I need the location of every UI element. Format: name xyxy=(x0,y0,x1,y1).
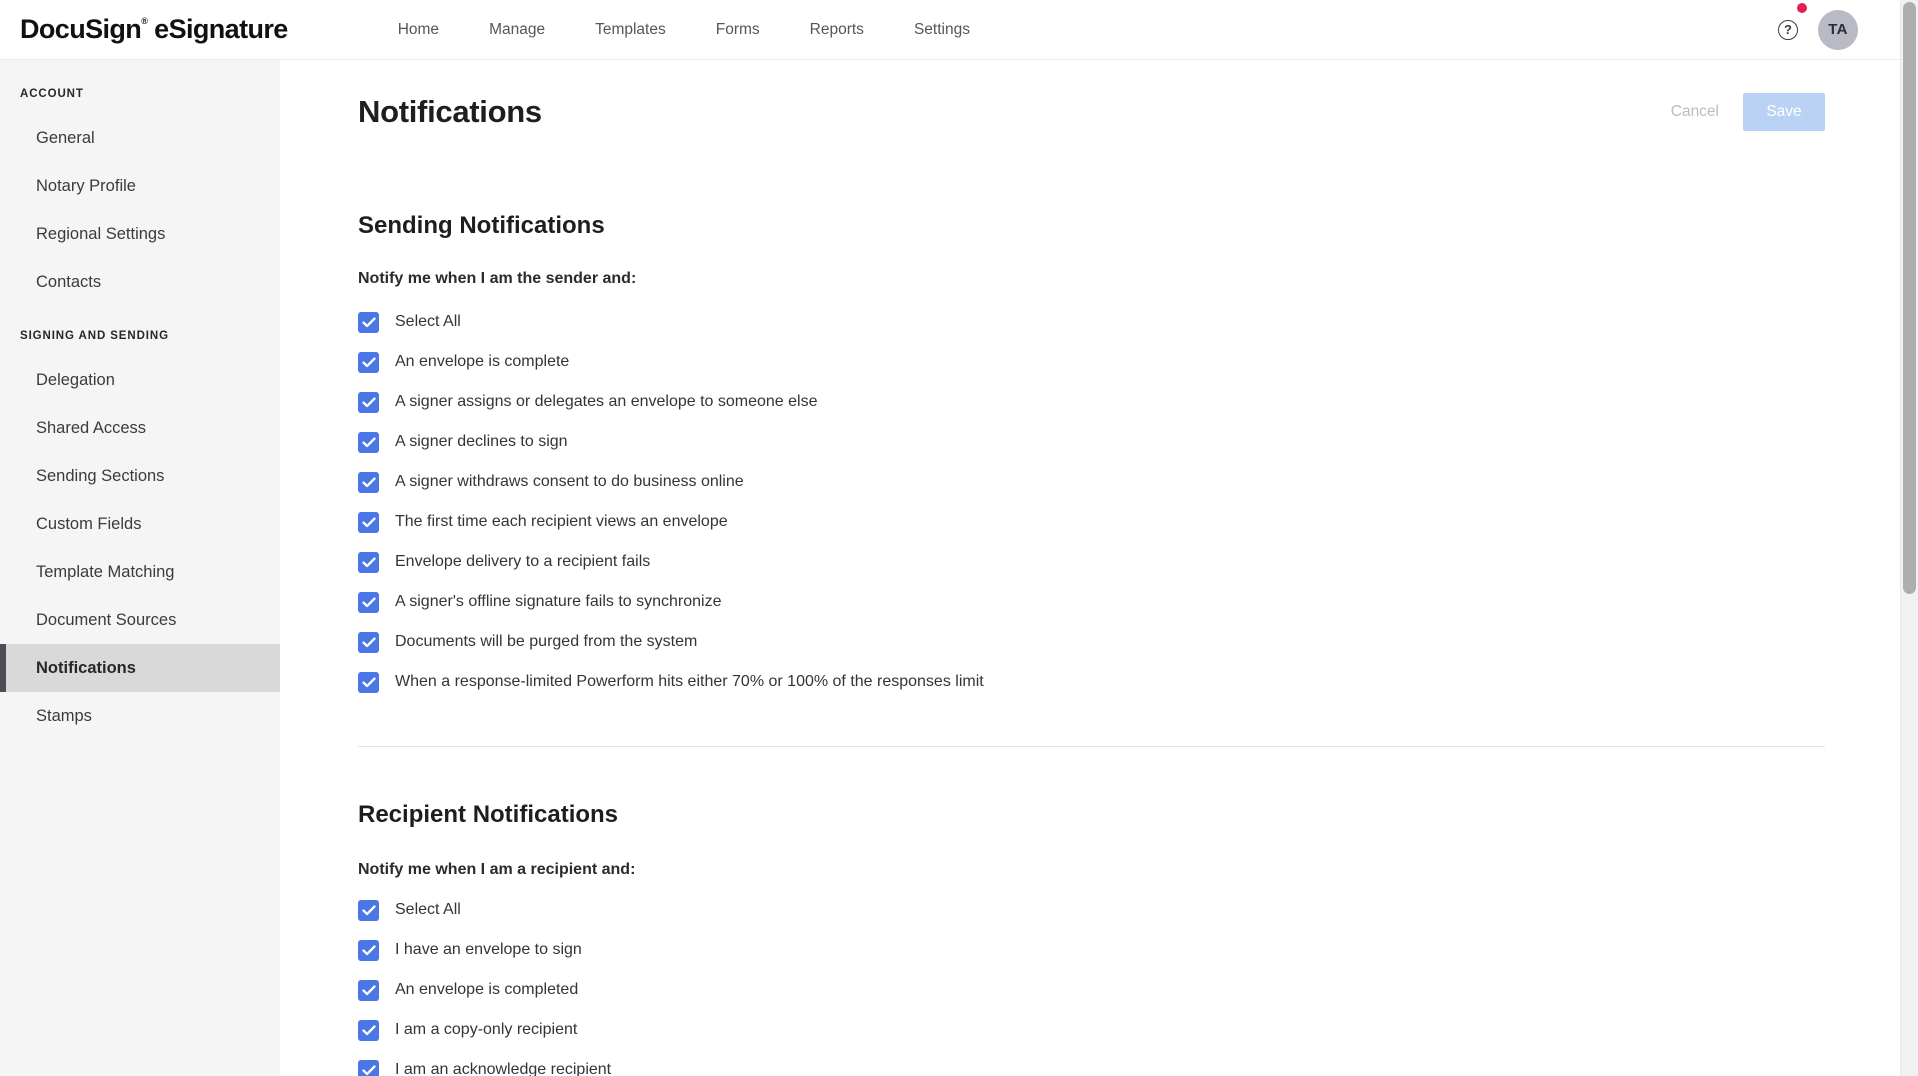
checkbox-row-offline-signature-fails[interactable] xyxy=(358,582,1825,622)
sidebar-item-template-matching[interactable]: Template Matching xyxy=(36,562,175,581)
checkbox-label: Envelope delivery to a recipient fails xyxy=(395,553,651,570)
help-button[interactable] xyxy=(1776,18,1800,42)
topbar-right xyxy=(1776,10,1858,50)
checkmark-icon xyxy=(362,985,376,996)
checkbox-checked[interactable] xyxy=(358,472,379,493)
checkbox-row-envelope-to-sign[interactable] xyxy=(358,930,1825,970)
checkmark-icon xyxy=(362,905,376,916)
checkbox-label: I am a copy-only recipient xyxy=(395,1021,578,1038)
checkbox-label: When a response-limited Powerform hits either 70% or 100% of the responses limit xyxy=(395,673,984,690)
section-divider xyxy=(358,746,1825,747)
checkbox-row-select-all[interactable] xyxy=(358,302,1825,342)
top-nav-bar xyxy=(0,0,1918,60)
checkbox-checked[interactable] xyxy=(358,1060,379,1076)
sending-notifications-heading: Sending Notifications xyxy=(358,212,605,239)
save-button[interactable]: Save xyxy=(1743,93,1825,131)
checkbox-checked[interactable] xyxy=(358,352,379,373)
checkmark-icon xyxy=(362,517,376,528)
checkmark-icon xyxy=(362,317,376,328)
docusign-logo[interactable] xyxy=(20,14,288,45)
checkbox-checked[interactable] xyxy=(358,672,379,693)
logo-name: DocuSign xyxy=(20,14,142,44)
checkbox-row-acknowledge-recipient[interactable] xyxy=(358,1050,1825,1076)
checkmark-icon xyxy=(362,437,376,448)
checkbox-row-signer-assigns[interactable] xyxy=(358,382,1825,422)
checkbox-checked[interactable] xyxy=(358,980,379,1001)
notification-dot xyxy=(1797,3,1807,13)
vertical-scrollbar-track[interactable] xyxy=(1900,0,1918,1076)
checkbox-label: An envelope is complete xyxy=(395,353,570,370)
registered-mark: ® xyxy=(141,16,148,26)
checkmark-icon xyxy=(362,1065,376,1076)
checkbox-label: Documents will be purged from the system xyxy=(395,633,698,650)
sidebar-item-shared-access[interactable]: Shared Access xyxy=(36,418,147,437)
cancel-button[interactable]: Cancel xyxy=(1670,103,1719,120)
sidebar-item-notifications[interactable]: Notifications xyxy=(0,644,280,692)
nav-link-templates[interactable]: Templates xyxy=(595,20,666,38)
nav-link-forms[interactable]: Forms xyxy=(715,20,760,38)
header-actions xyxy=(1671,93,1825,131)
page-title: Notifications xyxy=(358,94,542,129)
checkbox-row-signer-withdraws-consent[interactable] xyxy=(358,462,1825,502)
checkbox-label: I have an envelope to sign xyxy=(395,941,582,958)
checkbox-checked[interactable] xyxy=(358,552,379,573)
checkbox-label: A signer declines to sign xyxy=(395,433,568,450)
checkbox-checked[interactable] xyxy=(358,1020,379,1041)
checkbox-checked[interactable] xyxy=(358,900,379,921)
checkbox-row-delivery-fails[interactable] xyxy=(358,542,1825,582)
checkbox-row-copy-only-recipient[interactable] xyxy=(358,1010,1825,1050)
recipient-checkbox-list xyxy=(358,890,1825,1076)
sending-checkbox-list xyxy=(358,302,1825,702)
checkbox-label: A signer's offline signature fails to synchronize xyxy=(395,593,722,610)
checkbox-label: Select All xyxy=(395,901,461,918)
sidebar-item-document-sources[interactable]: Document Sources xyxy=(36,610,177,629)
checkbox-checked[interactable] xyxy=(358,592,379,613)
sending-notifications-intro: Notify me when I am the sender and: xyxy=(358,270,637,287)
sidebar-section-account: ACCOUNT xyxy=(20,88,84,100)
checkbox-label: An envelope is completed xyxy=(395,981,579,998)
checkbox-checked[interactable] xyxy=(358,632,379,653)
sidebar-item-contacts[interactable]: Contacts xyxy=(36,272,102,291)
checkbox-checked[interactable] xyxy=(358,312,379,333)
checkmark-icon xyxy=(362,677,376,688)
sidebar-item-sending-sections[interactable]: Sending Sections xyxy=(36,466,165,485)
checkmark-icon xyxy=(362,397,376,408)
checkbox-checked[interactable] xyxy=(358,432,379,453)
checkmark-icon xyxy=(362,945,376,956)
checkmark-icon xyxy=(362,1025,376,1036)
logo-product: eSignature xyxy=(154,14,288,44)
checkbox-label: A signer withdraws consent to do business online xyxy=(395,473,744,490)
checkbox-row-signer-declines[interactable] xyxy=(358,422,1825,462)
sidebar-item-notary-profile[interactable]: Notary Profile xyxy=(36,176,136,195)
sidebar-section-signing-and-sending: SIGNING AND SENDING xyxy=(20,330,169,342)
vertical-scrollbar-thumb[interactable] xyxy=(1903,2,1916,594)
checkmark-icon xyxy=(362,637,376,648)
avatar[interactable]: TA xyxy=(1818,10,1858,50)
nav-link-manage[interactable]: Manage xyxy=(489,20,546,38)
checkbox-label: I am an acknowledge recipient xyxy=(395,1061,612,1076)
checkmark-icon xyxy=(362,477,376,488)
nav-link-reports[interactable]: Reports xyxy=(809,20,864,38)
settings-sidebar xyxy=(0,60,280,1076)
checkbox-checked[interactable] xyxy=(358,512,379,533)
checkbox-checked[interactable] xyxy=(358,940,379,961)
checkbox-label: Select All xyxy=(395,313,461,330)
sidebar-item-stamps[interactable]: Stamps xyxy=(36,706,92,725)
main-content xyxy=(280,60,1900,1076)
recipient-notifications-intro: Notify me when I am a recipient and: xyxy=(358,861,636,878)
checkbox-label: A signer assigns or delegates an envelope to someone else xyxy=(395,393,818,410)
checkbox-row-envelope-complete[interactable] xyxy=(358,342,1825,382)
checkbox-row-recipient-select-all[interactable] xyxy=(358,890,1825,930)
sidebar-item-delegation[interactable]: Delegation xyxy=(36,370,115,389)
checkbox-checked[interactable] xyxy=(358,392,379,413)
checkbox-row-envelope-completed[interactable] xyxy=(358,970,1825,1010)
sidebar-item-general[interactable]: General xyxy=(36,128,95,147)
checkbox-row-documents-purged[interactable] xyxy=(358,622,1825,662)
nav-link-settings[interactable]: Settings xyxy=(913,20,970,38)
checkbox-label: The first time each recipient views an envelope xyxy=(395,513,728,530)
primary-nav xyxy=(398,21,970,39)
recipient-notifications-heading: Recipient Notifications xyxy=(358,801,619,828)
question-mark-icon: ? xyxy=(1778,20,1798,40)
page-header xyxy=(358,92,1825,132)
sidebar-item-regional-settings[interactable]: Regional Settings xyxy=(36,224,166,243)
checkmark-icon xyxy=(362,557,376,568)
checkmark-icon xyxy=(362,357,376,368)
nav-link-home[interactable]: Home xyxy=(397,20,440,38)
sidebar-item-custom-fields[interactable]: Custom Fields xyxy=(36,514,142,533)
checkbox-row-first-view[interactable] xyxy=(358,502,1825,542)
checkbox-row-powerform-limit[interactable] xyxy=(358,662,1825,702)
checkmark-icon xyxy=(362,597,376,608)
